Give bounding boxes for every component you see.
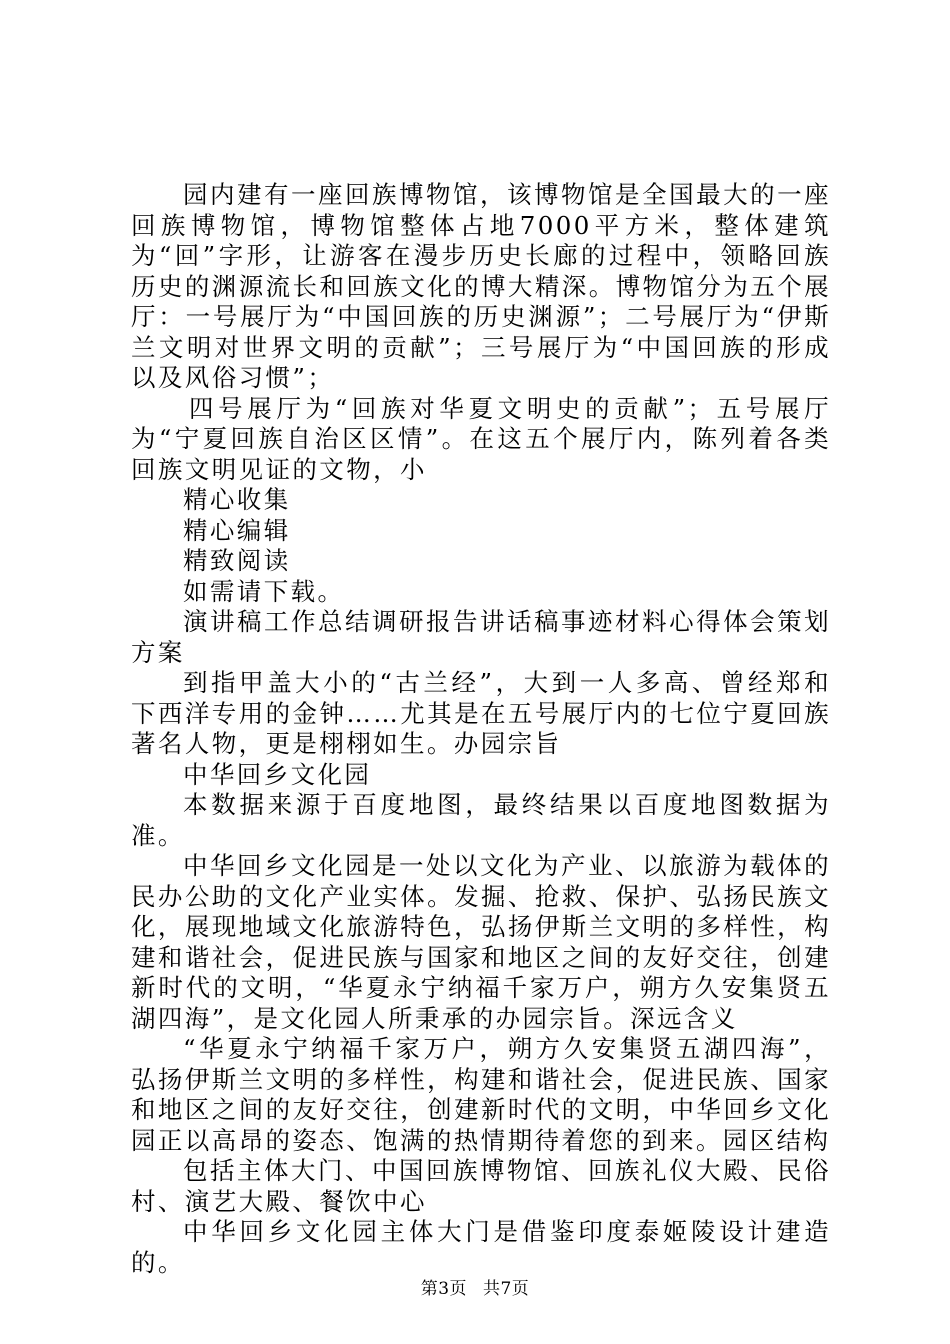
paragraph-document-types: 演讲稿工作总结调研报告讲话稿事迹材料心得体会策划方案 (131, 607, 831, 667)
page-footer (0, 1274, 950, 1299)
paragraph-park-structure: 包括主体大门、中国回族博物馆、回族礼仪大殿、民俗村、演艺大殿、餐饮中心 (131, 1156, 831, 1216)
list-item: 精心收集 (183, 485, 291, 514)
paragraph-exhibits: 到指甲盖大小的“古兰经”，大到一人多高、曾经郑和下西洋专用的金钟……尤其是在五号展厅内的七位宁夏回族著名人物，更是栩栩如生。办园宗旨 (131, 668, 831, 758)
paragraph-museum-intro: 园内建有一座回族博物馆，该博物馆是全国最大的一座回族博物馆，博物馆整体占地7000平方米，整体建筑为“回”字形，让游客在漫步历史长廊的过程中，领略回族历史的渊源流长和回族文化的博大精深。博物馆分为五个展厅：一号展厅为“中国回族的历史渊源”；二号展厅为“伊斯兰文明对世界文明的贡献”；三号展厅为“中国回族的形成以及风俗习惯”； (131, 180, 831, 392)
section-heading: 中华回乡文化园 (183, 759, 372, 789)
page-total: 共7页 (482, 1279, 530, 1299)
list-item: 精致阅读 (183, 546, 291, 575)
list-item: 精心编辑 (183, 515, 291, 545)
paragraph-data-source: 本数据来源于百度地图，最终结果以百度地图数据为准。 (131, 790, 831, 850)
list-item: 如需请下载。 (183, 576, 345, 606)
paragraph-main-gate: 中华回乡文化园主体大门是借鉴印度泰姬陵设计建造的。 (131, 1217, 831, 1277)
page-number: 第3页 (420, 1279, 468, 1299)
document-body (131, 180, 831, 1278)
paragraph-exhibition-halls: 四号展厅为“回族对华夏文明史的贡献”；五号展厅为“宁夏回族自治区区情”。在这五个展厅内，陈列着各类回族文明见证的文物，小 (131, 393, 831, 484)
paragraph-deep-meaning: “华夏永宁纳福千家万户，朔方久安集贤五湖四海”，弘扬伊斯兰文明的多样性，构建和谐社会，促进民族、国家和地区之间的友好交往，创建新时代的文明，中华回乡文化园正以高昂的姿态、饱满的热情期待着您的到来。园区结构 (131, 1034, 831, 1155)
paragraph-park-purpose: 中华回乡文化园是一处以文化为产业、以旅游为载体的民办公助的文化产业实体。发掘、抢救、保护、弘扬民族文化，展现地域文化旅游特色，弘扬伊斯兰文明的多样性，构建和谐社会，促进民族与国家和地区之间的友好交往，创建新时代的文明，“华夏永宁纳福千家万户，朔方久安集贤五湖四海”，是文化园人所秉承的办园宗旨。深远含义 (131, 851, 831, 1033)
